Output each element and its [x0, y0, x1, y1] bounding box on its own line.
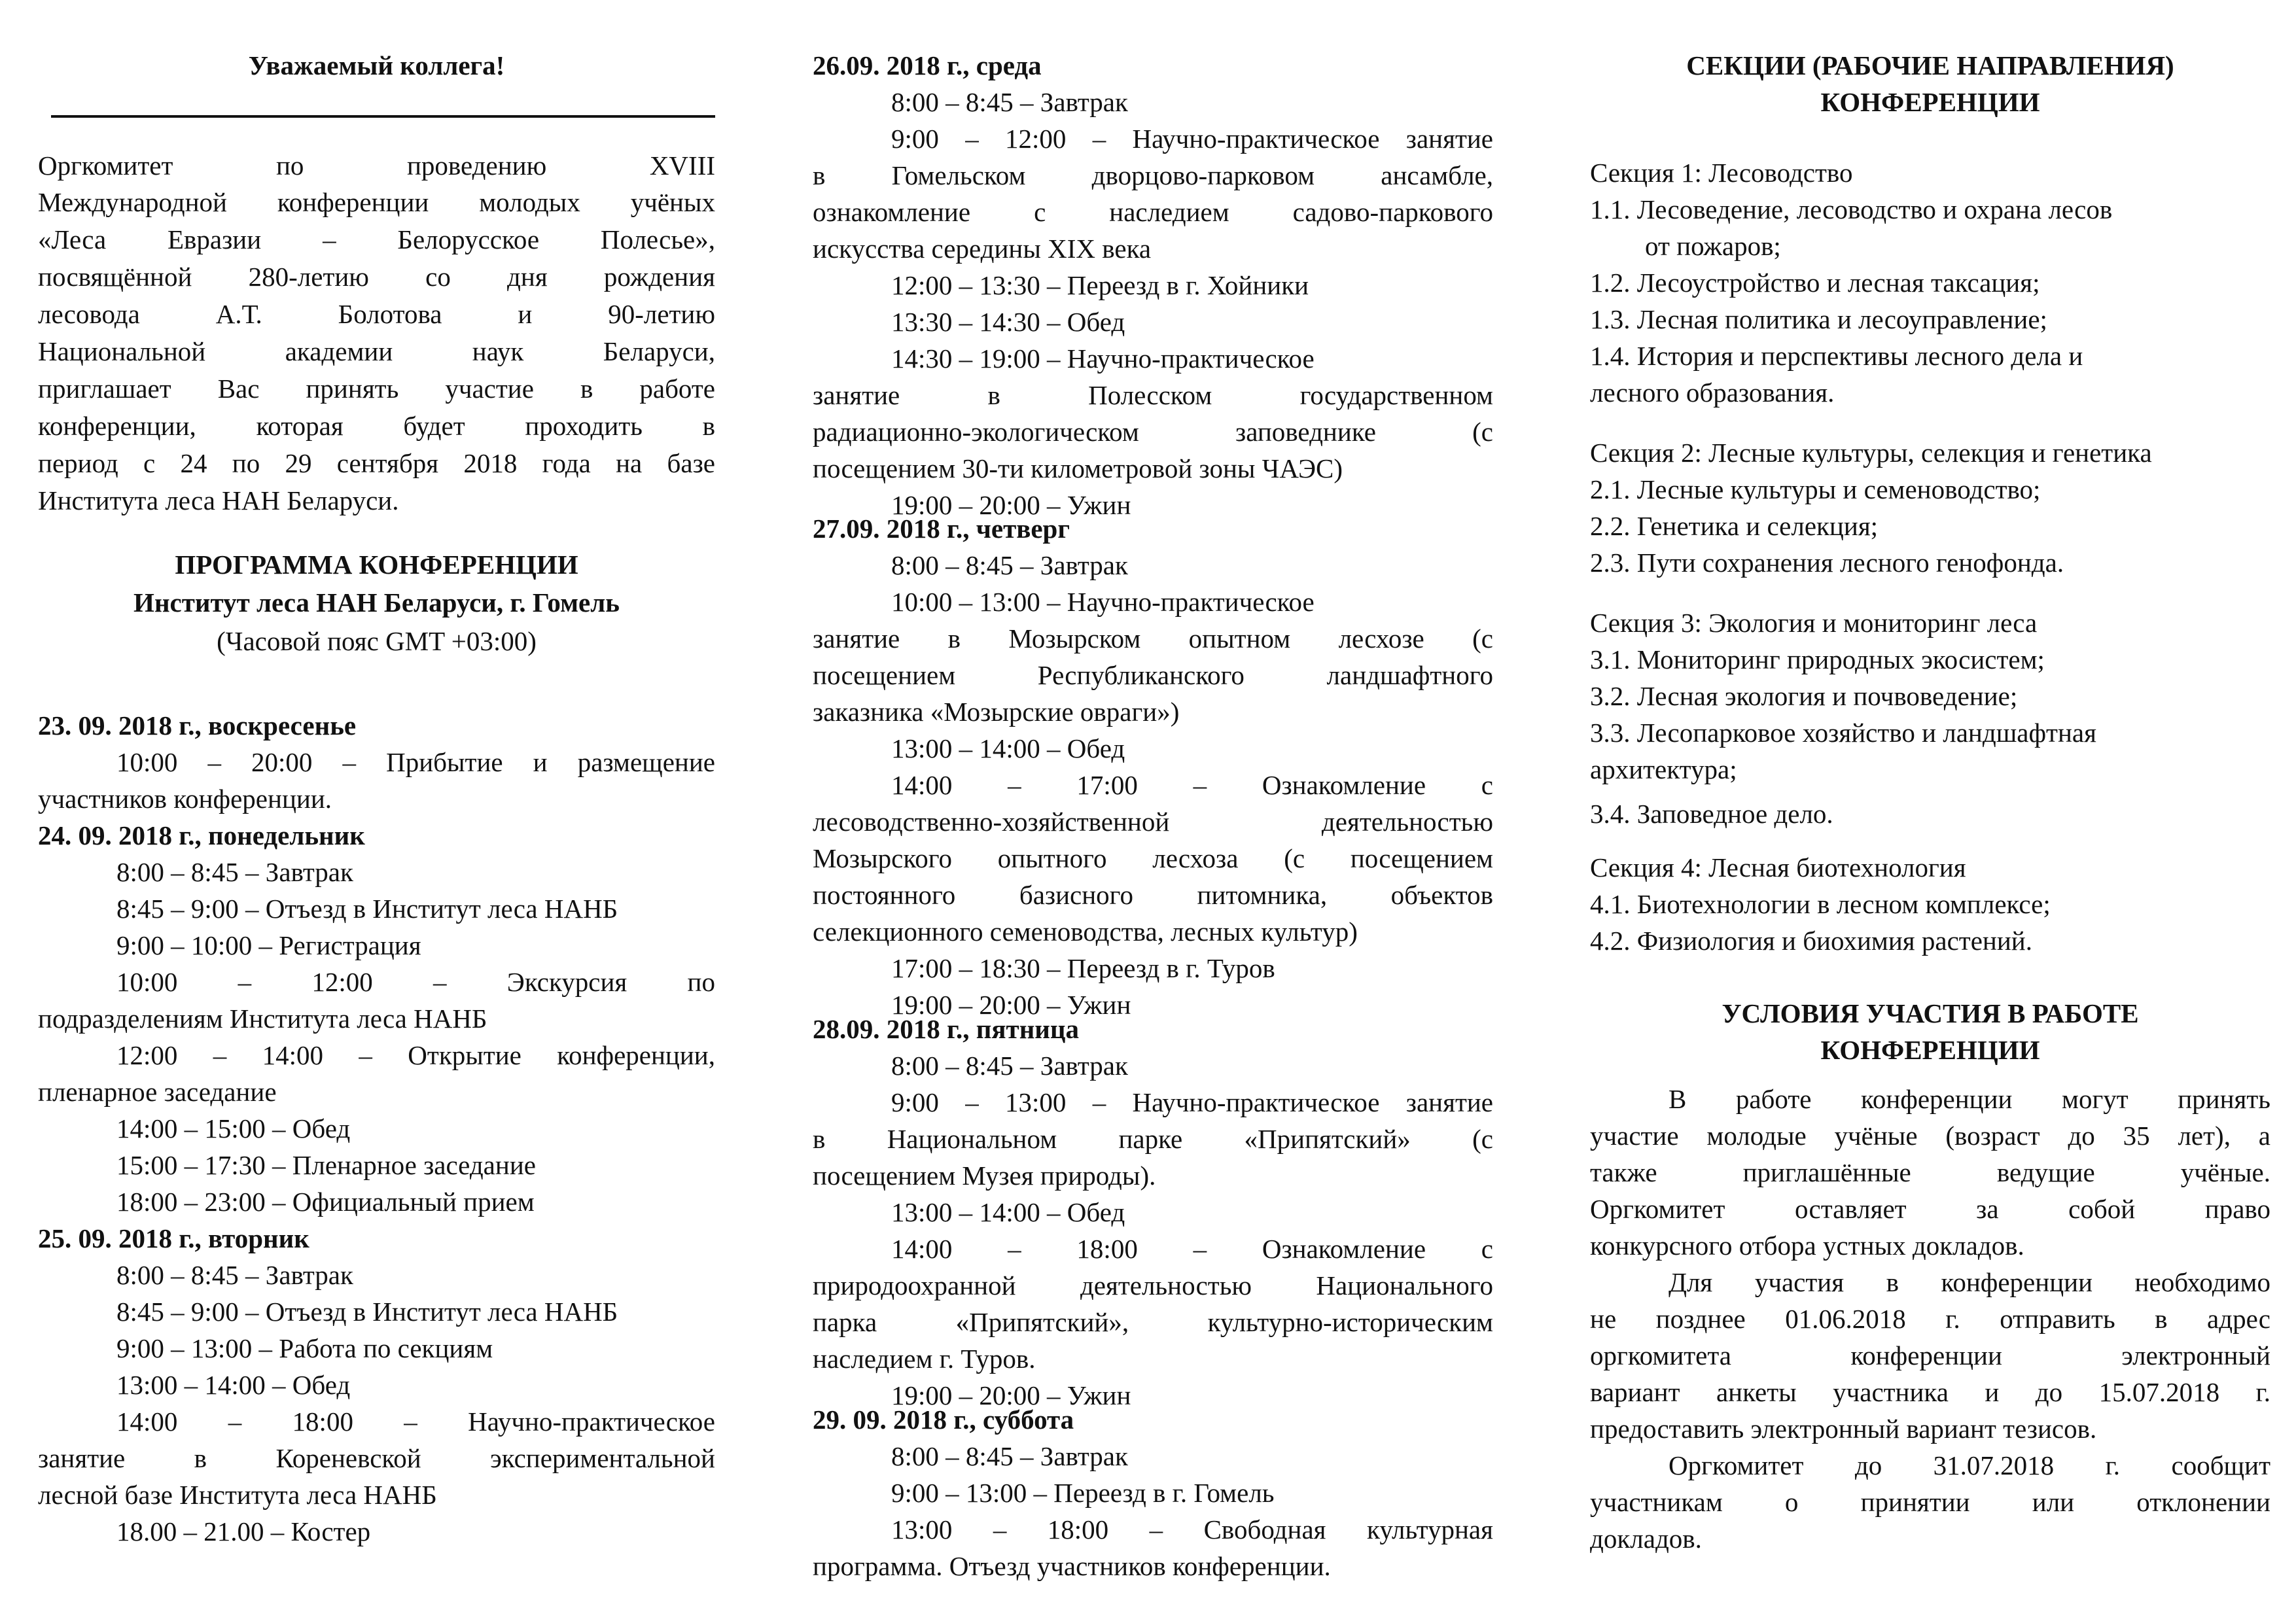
schedule-item: 14:30 – 19:00 – Научно-практическое: [891, 343, 1315, 374]
schedule-item: 19:00 – 20:00 – Ужин: [891, 990, 1131, 1020]
schedule-item: занятие в Полесском государственном: [813, 380, 1493, 410]
schedule-item: 8:45 – 9:00 – Отъезд в Институт леса НАНБ: [116, 894, 618, 924]
schedule-item: 15:00 – 17:30 – Пленарное заседание: [116, 1150, 536, 1180]
section-item: 1.4. История и перспективы лесного дела и: [1590, 341, 2083, 371]
schedule-item: 14:00 – 18:00 – Научно-практическое: [116, 1406, 715, 1437]
section-item: 3.1. Мониторинг природных экосистем;: [1590, 644, 2045, 674]
schedule-item: 8:00 – 8:45 – Завтрак: [891, 87, 1128, 117]
schedule-item: посещением Музея природы).: [813, 1161, 1156, 1191]
conditions-text: оргкомитета конференции электронный: [1590, 1340, 2270, 1370]
schedule-item: 8:45 – 9:00 – Отъезд в Институт леса НАНБ: [116, 1297, 618, 1327]
conditions-text: участие молодые учёные (возраст до 35 лет), а: [1590, 1121, 2270, 1151]
schedule-item: заказника «Мозырские овраги»): [813, 697, 1180, 727]
schedule-item: 8:00 – 8:45 – Завтрак: [116, 857, 353, 887]
section-item: 2.3. Пути сохранения лесного генофонда.: [1590, 548, 2064, 578]
conditions-text: Оргкомитет до 31.07.2018 г. сообщит: [1669, 1450, 2270, 1480]
schedule-item: 8:00 – 8:45 – Завтрак: [891, 1051, 1128, 1081]
schedule-item: подразделениям Института леса НАНБ: [38, 1003, 487, 1034]
greeting: Уважаемый коллега!: [248, 50, 505, 80]
section-heading: Секция 3: Экология и мониторинг леса: [1590, 608, 2038, 638]
schedule-item: наследием г. Туров.: [813, 1344, 1036, 1374]
schedule-item: 18:00 – 23:00 – Официальный прием: [116, 1187, 535, 1217]
section-item: архитектура;: [1590, 754, 1737, 784]
conditions-text: не позднее 01.06.2018 г. отправить в адрес: [1590, 1304, 2270, 1334]
conditions-text: докладов.: [1590, 1524, 1702, 1554]
conditions-text: предоставить электронный вариант тезисов.: [1590, 1414, 2097, 1444]
day-heading: 24. 09. 2018 г., понедельник: [38, 820, 365, 850]
intro-line: Национальной академии наук Беларуси,: [38, 336, 715, 366]
schedule-item: 14:00 – 17:00 – Ознакомление с: [891, 770, 1493, 800]
day-heading: 25. 09. 2018 г., вторник: [38, 1223, 309, 1253]
schedule-item: 14:00 – 15:00 – Обед: [116, 1113, 351, 1143]
schedule-item: посещением Республиканского ландшафтного: [813, 660, 1493, 690]
schedule-item: участников конференции.: [38, 784, 332, 814]
conditions-title: УСЛОВИЯ УЧАСТИЯ В РАБОТЕ: [1722, 998, 2139, 1028]
conditions-text: Оргкомитет оставляет за собой право: [1590, 1194, 2270, 1224]
schedule-item: 18.00 – 21.00 – Костер: [116, 1516, 371, 1546]
conditions-text: также приглашённые ведущие учёные.: [1590, 1157, 2270, 1187]
schedule-item: 9:00 – 13:00 – Научно-практическое занятие: [891, 1087, 1493, 1117]
section-item: 3.2. Лесная экология и почвоведение;: [1590, 681, 2018, 711]
schedule-item: 13:00 – 14:00 – Обед: [891, 1197, 1125, 1227]
schedule-item: 9:00 – 13:00 – Переезд в г. Гомель: [891, 1478, 1275, 1508]
section-item: 2.2. Генетика и селекция;: [1590, 511, 1879, 541]
intro-line: Международной конференции молодых учёных: [38, 187, 715, 217]
conditions-text: вариант анкеты участника и до 15.07.2018 г.: [1590, 1377, 2270, 1407]
section-item: 1.2. Лесоустройство и лесная таксация;: [1590, 268, 2040, 298]
program-place: Институт леса НАН Беларуси, г. Гомель: [133, 587, 620, 618]
schedule-item: 10:00 – 13:00 – Научно-практическое: [891, 587, 1315, 617]
schedule-item: лесоводственно-хозяйственной деятельностью: [813, 807, 1493, 837]
intro-line: «Леса Евразии – Белорусское Полесье»,: [38, 224, 715, 254]
schedule-item: занятие в Кореневской экспериментальной: [38, 1443, 715, 1473]
schedule-item: 19:00 – 20:00 – Ужин: [891, 490, 1131, 520]
section-item: 3.4. Заповедное дело.: [1590, 799, 1833, 829]
schedule-item: 9:00 – 13:00 – Работа по секциям: [116, 1333, 493, 1363]
program-title: ПРОГРАММА КОНФЕРЕНЦИИ: [175, 550, 578, 580]
schedule-item: программа. Отъезд участников конференции.: [813, 1551, 1331, 1581]
conditions-title: КОНФЕРЕНЦИИ: [1820, 1035, 2040, 1065]
intro-line: Оргкомитет по проведению XVIII: [38, 150, 715, 181]
conditions-text: Для участия в конференции необходимо: [1669, 1267, 2270, 1297]
section-item: 1.1. Лесоведение, лесоводство и охрана лесов: [1590, 194, 2113, 224]
intro-line: Института леса НАН Беларуси.: [38, 485, 399, 515]
section-heading: Секция 2: Лесные культуры, селекция и генетика: [1590, 438, 2152, 468]
sections-title: СЕКЦИИ (РАБОЧИЕ НАПРАВЛЕНИЯ): [1686, 50, 2174, 80]
schedule-item: искусства середины XIX века: [813, 234, 1152, 264]
schedule-item: 9:00 – 12:00 – Научно-практическое занятие: [891, 124, 1493, 154]
intro-line: посвящённой 280-летию со дня рождения: [38, 262, 715, 292]
program-timezone: (Часовой пояс GMT +03:00): [217, 626, 537, 656]
schedule-item: 12:00 – 14:00 – Открытие конференции,: [116, 1040, 715, 1070]
schedule-item: в Национальном парке «Припятский» (с: [813, 1124, 1493, 1154]
schedule-item: 19:00 – 20:00 – Ужин: [891, 1380, 1131, 1410]
intro-line: лесовода А.Т. Болотова и 90-летию: [38, 299, 715, 329]
schedule-item: постоянного базисного питомника, объектов: [813, 880, 1493, 910]
schedule-item: в Гомельском дворцово-парковом ансамбле,: [813, 160, 1493, 190]
schedule-item: 13:30 – 14:30 – Обед: [891, 307, 1125, 337]
schedule-item: 14:00 – 18:00 – Ознакомление с: [891, 1234, 1493, 1264]
day-heading: 29. 09. 2018 г., суббота: [813, 1405, 1074, 1435]
day-heading: 28.09. 2018 г., пятница: [813, 1014, 1080, 1044]
schedule-item: 8:00 – 8:45 – Завтрак: [891, 1441, 1128, 1471]
schedule-item: Мозырского опытного лесхоза (с посещением: [813, 843, 1493, 873]
schedule-item: природоохранной деятельностью Национального: [813, 1270, 1493, 1300]
schedule-item: 8:00 – 8:45 – Завтрак: [891, 550, 1128, 580]
section-item: 1.3. Лесная политика и лесоуправление;: [1590, 304, 2047, 334]
schedule-item: 8:00 – 8:45 – Завтрак: [116, 1260, 353, 1290]
schedule-item: 9:00 – 10:00 – Регистрация: [116, 930, 421, 960]
section-item: 3.3. Лесопарковое хозяйство и ландшафтная: [1590, 718, 2096, 748]
schedule-item: занятие в Мозырском опытном лесхозе (с: [813, 623, 1493, 654]
schedule-item: 13:00 – 14:00 – Обед: [116, 1370, 351, 1400]
day-heading: 23. 09. 2018 г., воскресенье: [38, 710, 357, 741]
intro-line: период с 24 по 29 сентября 2018 года на базе: [38, 448, 715, 478]
schedule-item: 13:00 – 14:00 – Обед: [891, 733, 1125, 763]
schedule-item: ознакомление с наследием садово-паркового: [813, 197, 1493, 227]
conditions-text: участникам о принятии или отклонении: [1590, 1487, 2270, 1517]
section-item: 4.1. Биотехнологии в лесном комплексе;: [1590, 889, 2051, 919]
section-item: лесного образования.: [1590, 377, 1835, 408]
schedule-item: радиационно-экологическом заповеднике (с: [813, 417, 1493, 447]
schedule-item: 10:00 – 20:00 – Прибытие и размещение: [116, 747, 715, 777]
section-item: 2.1. Лесные культуры и семеноводство;: [1590, 474, 2041, 504]
day-heading: 26.09. 2018 г., среда: [813, 50, 1042, 80]
section-heading: Секция 1: Лесоводство: [1590, 158, 1853, 188]
schedule-item: селекционного семеноводства, лесных культур): [813, 916, 1358, 947]
schedule-item: 10:00 – 12:00 – Экскурсия по: [116, 967, 715, 997]
conditions-text: В работе конференции могут принять: [1669, 1084, 2270, 1114]
sections-title: КОНФЕРЕНЦИИ: [1820, 87, 2040, 117]
section-item: от пожаров;: [1645, 231, 1781, 261]
schedule-item: пленарное заседание: [38, 1077, 277, 1107]
signature-line: [51, 115, 715, 118]
day-heading: 27.09. 2018 г., четверг: [813, 514, 1070, 544]
conditions-text: конкурсного отбора устных докладов.: [1590, 1230, 2024, 1261]
schedule-item: лесной базе Института леса НАНБ: [38, 1480, 437, 1510]
schedule-item: 12:00 – 13:30 – Переезд в г. Хойники: [891, 270, 1309, 300]
intro-line: конференции, которая будет проходить в: [38, 411, 715, 441]
section-heading: Секция 4: Лесная биотехнология: [1590, 852, 1966, 882]
intro-line: приглашает Вас принять участие в работе: [38, 374, 715, 404]
schedule-item: посещением 30-ти километровой зоны ЧАЭС): [813, 453, 1343, 483]
schedule-item: 13:00 – 18:00 – Свободная культурная: [891, 1514, 1493, 1544]
schedule-item: 17:00 – 18:30 – Переезд в г. Туров: [891, 953, 1275, 983]
schedule-item: парка «Припятский», культурно-историческим: [813, 1307, 1493, 1337]
section-item: 4.2. Физиология и биохимия растений.: [1590, 926, 2032, 956]
